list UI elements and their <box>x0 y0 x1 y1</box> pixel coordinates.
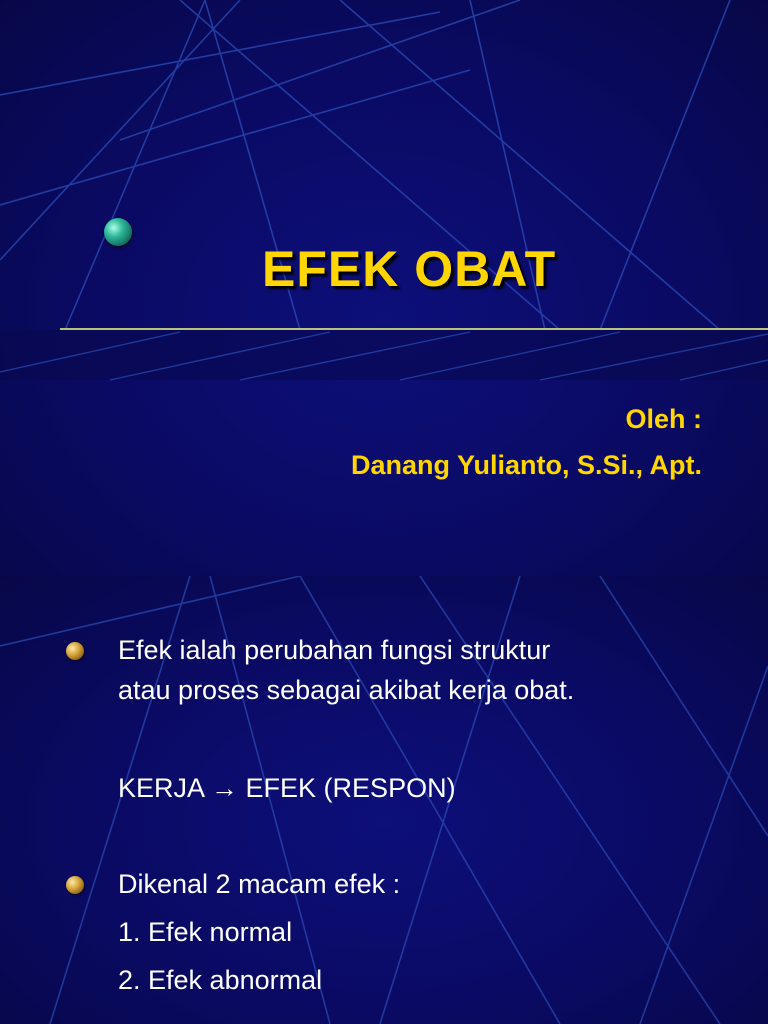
author-name: Danang Yulianto, S.Si., Apt. <box>350 450 702 480</box>
bullet-line: Efek ialah perubahan fungsi struktur <box>118 635 551 665</box>
globe-icon <box>104 218 132 246</box>
list-item <box>60 864 720 1000</box>
by-label: Oleh : <box>625 404 702 434</box>
bullet-text <box>118 864 720 1000</box>
effect-item: 1. Efek normal <box>118 917 293 947</box>
relation-text: KERJA → EFEK (RESPON) <box>118 773 456 803</box>
content-slide <box>0 576 768 1024</box>
gold-ball-icon <box>66 642 84 660</box>
author-block <box>351 396 702 488</box>
bullet-text <box>118 630 720 710</box>
gold-ball-icon <box>66 876 84 894</box>
effect-item: 2. Efek abnormal <box>118 965 323 995</box>
bullet-line: atau proses sebagai akibat kerja obat. <box>118 675 575 705</box>
bullet-line: Dikenal 2 macam efek : <box>118 869 401 899</box>
slide-title: EFEK OBAT <box>262 241 557 297</box>
list-item <box>60 630 720 710</box>
